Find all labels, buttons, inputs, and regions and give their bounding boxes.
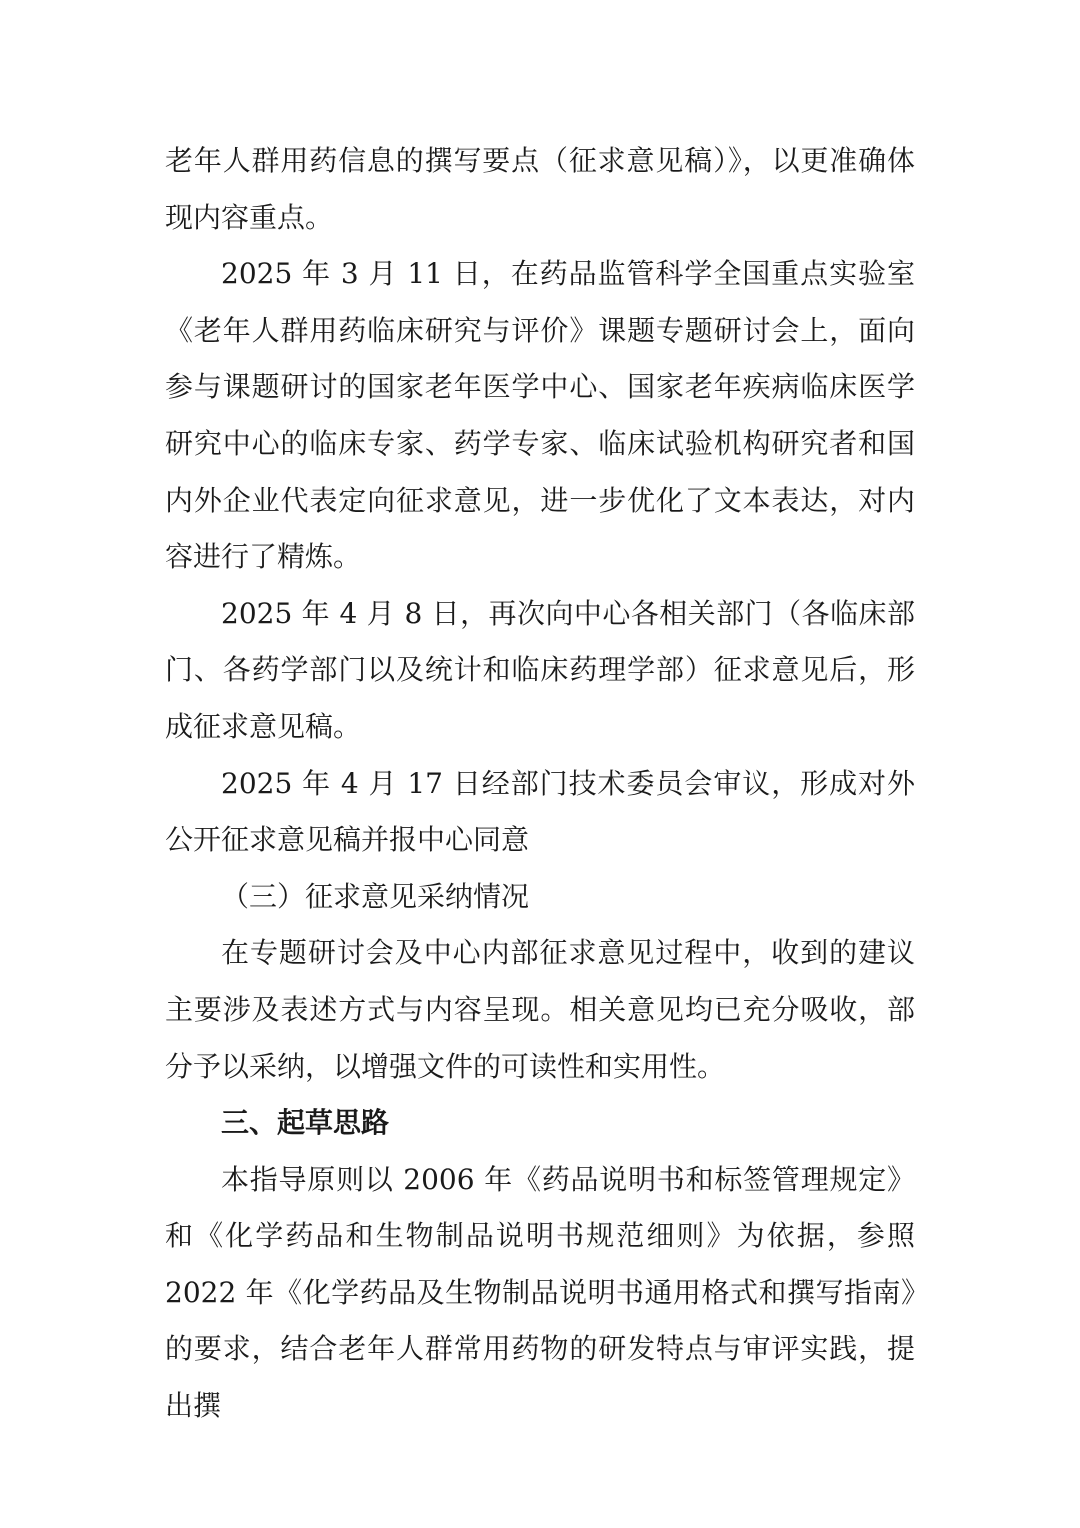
paragraph-feedback-summary: 在专题研讨会及中心内部征求意见过程中，收到的建议主要涉及表述方式与内容呈现。相关意见均已充分吸收，部分予以采纳，以增强文件的可读性和实用性。 xyxy=(165,936,915,1083)
paragraph-continuation: 老年人群用药信息的撰写要点（征求意见稿）》，以更准确体现内容重点。 xyxy=(165,144,915,234)
paragraph-march-11: 2025 年 3 月 11 日，在药品监管科学全国重点实验室《老年人群用药临床研究与评价》课题专题研讨会上，面向参与课题研讨的国家老年医学中心、国家老年疾病临床医学研究中心的临床专家、药学专家、临床试验机构研究者和国内外企业代表定向征求意见，进一步优化了文本表达，对内容进行了精炼。 xyxy=(165,257,915,574)
heading-drafting-approach: 三、起草思路 xyxy=(221,1106,390,1140)
subheading-feedback-adoption: （三）征求意见采纳情况 xyxy=(221,879,530,913)
paragraph-april-8: 2025 年 4 月 8 日，再次向中心各相关部门（各临床部门、各药学部门以及统计和临床药理学部）征求意见后，形成征求意见稿。 xyxy=(165,596,915,743)
paragraph-april-17: 2025 年 4 月 17 日经部门技术委员会审议，形成对外公开征求意见稿并报中心同意 xyxy=(165,766,915,857)
document-body xyxy=(165,133,915,1435)
paragraph-drafting-basis: 本指导原则以 2006 年《药品说明书和标签管理规定》和《化学药品和生物制品说明书规范细则》为依据，参照 2022 年《化学药品及生物制品说明书通用格式和撰写指南》的要求，结合老年人群常用药物的研发特点与审评实践，提出撰 xyxy=(165,1162,915,1423)
